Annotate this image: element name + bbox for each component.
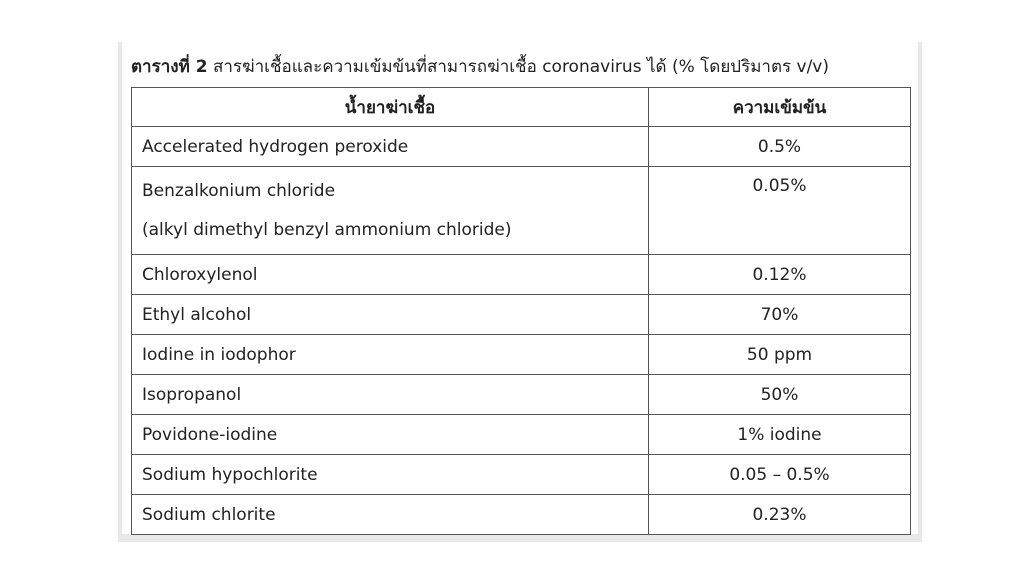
- table-caption: [131, 55, 911, 79]
- table-row: [132, 295, 911, 335]
- caption-text: สารฆ่าเชื้อและความเข้มข้นที่สามารถฆ่าเชื้อ coronavirus ได้ (% โดยปริมาตร v/v): [212, 57, 830, 77]
- disinfectant-name-detail: (alkyl dimethyl benzyl ammonium chloride): [142, 219, 512, 240]
- disinfectant-name: Povidone-iodine: [132, 415, 649, 455]
- disinfectant-name-cell: [132, 167, 649, 255]
- table-row: [132, 255, 911, 295]
- table-header-row: [132, 88, 911, 127]
- disinfectant-name: Iodine in iodophor: [132, 335, 649, 375]
- table-row: [132, 455, 911, 495]
- concentration-value: 0.05 – 0.5%: [649, 455, 911, 495]
- concentration-value: 0.12%: [649, 255, 911, 295]
- table-row: [132, 495, 911, 535]
- header-disinfectant: น้ำยาฆ่าเชื้อ: [132, 88, 649, 127]
- disinfectant-table: [131, 87, 911, 535]
- disinfectant-name: Sodium chlorite: [132, 495, 649, 535]
- disinfectant-name: Sodium hypochlorite: [132, 455, 649, 495]
- table-row: [132, 167, 911, 255]
- concentration-value: 50 ppm: [649, 335, 911, 375]
- table-row: [132, 335, 911, 375]
- disinfectant-name: Chloroxylenol: [132, 255, 649, 295]
- disinfectant-name: Benzalkonium chloride: [142, 180, 336, 201]
- disinfectant-name: Isopropanol: [132, 375, 649, 415]
- concentration-value: 0.23%: [649, 495, 911, 535]
- disinfectant-name: Ethyl alcohol: [132, 295, 649, 335]
- table-row: [132, 375, 911, 415]
- table-row: [132, 415, 911, 455]
- disinfectant-name: Accelerated hydrogen peroxide: [132, 127, 649, 167]
- caption-label: ตารางที่ 2: [131, 57, 208, 77]
- concentration-value: 0.05%: [649, 167, 911, 255]
- concentration-value: 0.5%: [649, 127, 911, 167]
- concentration-value: 50%: [649, 375, 911, 415]
- header-concentration: ความเข้มข้น: [649, 88, 911, 127]
- table-row: [132, 127, 911, 167]
- concentration-value: 1% iodine: [649, 415, 911, 455]
- concentration-value: 70%: [649, 295, 911, 335]
